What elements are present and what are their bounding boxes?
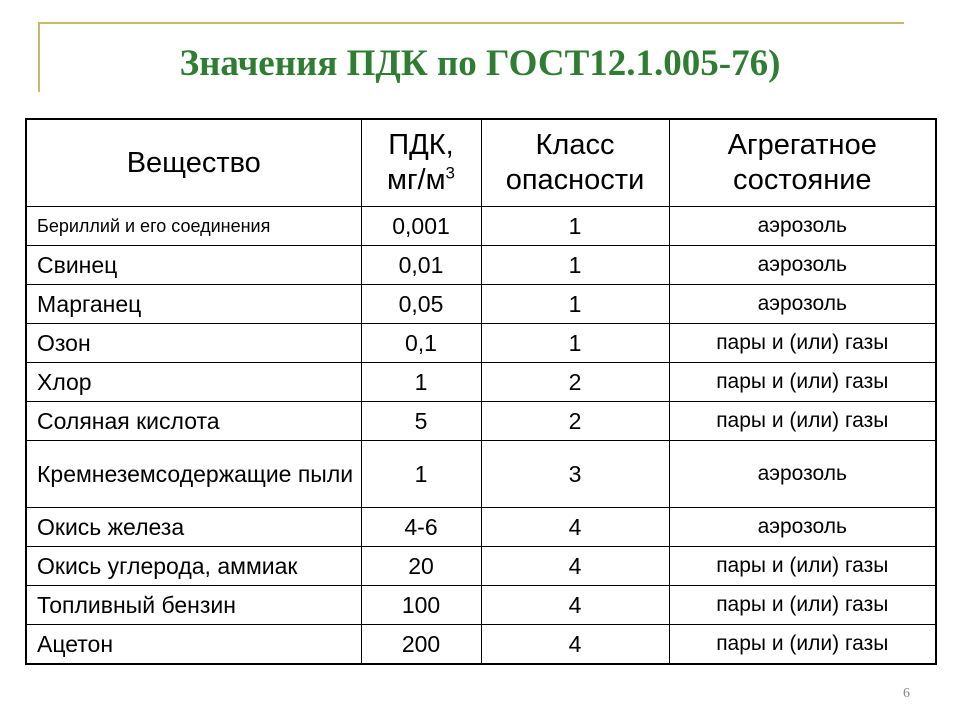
- table-row: [26, 625, 936, 665]
- cell-pdk: 0,1: [361, 324, 481, 363]
- cell-substance: Марганец: [26, 285, 361, 324]
- table-row: [26, 363, 936, 402]
- pdk-table: [25, 118, 937, 665]
- cell-state: аэрозоль: [669, 441, 936, 508]
- cell-state: аэрозоль: [669, 285, 936, 324]
- cell-state: аэрозоль: [669, 508, 936, 547]
- cell-pdk: 200: [361, 625, 481, 665]
- header-pdk: [361, 119, 481, 207]
- cell-substance: Соляная кислота: [26, 402, 361, 441]
- cell-class: 4: [481, 508, 669, 547]
- cell-class: 4: [481, 547, 669, 586]
- header-class-line2: опасности: [505, 164, 645, 196]
- table-row: [26, 324, 936, 363]
- cell-pdk: 4-6: [361, 508, 481, 547]
- cell-substance: Кремнеземсодержащие пыли: [26, 441, 361, 508]
- cell-substance: Ацетон: [26, 625, 361, 665]
- table-row: [26, 547, 936, 586]
- cell-state: пары и (или) газы: [669, 402, 936, 441]
- cell-substance: Озон: [26, 324, 361, 363]
- cell-class: 4: [481, 625, 669, 665]
- cell-state: аэрозоль: [669, 207, 936, 246]
- cell-substance: Окись углерода, аммиак: [26, 547, 361, 586]
- top-rule: [38, 22, 904, 24]
- cell-substance: Окись железа: [26, 508, 361, 547]
- cell-class: 1: [481, 285, 669, 324]
- cell-class: 2: [481, 363, 669, 402]
- cell-substance: Бериллий и его соединения: [26, 207, 361, 246]
- header-state-line1: Агрегатное: [727, 129, 877, 162]
- cell-state: пары и (или) газы: [669, 363, 936, 402]
- header-substance: [26, 119, 361, 207]
- header-substance-label: Вещество: [126, 146, 261, 179]
- page-title: Значения ПДК по ГОСТ12.1.005-76): [179, 43, 781, 84]
- header-state: [669, 119, 936, 207]
- cell-pdk: 0,05: [361, 285, 481, 324]
- table-row: [26, 246, 936, 285]
- cell-pdk: 1: [361, 441, 481, 508]
- cell-state: пары и (или) газы: [669, 586, 936, 625]
- header-class: [481, 119, 669, 207]
- cell-substance: Топливный бензин: [26, 586, 361, 625]
- cell-class: 1: [481, 324, 669, 363]
- cell-pdk: 20: [361, 547, 481, 586]
- cell-class: 4: [481, 586, 669, 625]
- table-row: [26, 441, 936, 508]
- cell-pdk: 1: [361, 363, 481, 402]
- table-header-row: [26, 119, 936, 207]
- header-pdk-unit: мг/м: [387, 164, 446, 196]
- cell-class: 1: [481, 207, 669, 246]
- cell-pdk: 0,01: [361, 246, 481, 285]
- page-number: 6: [903, 686, 910, 701]
- cell-state: пары и (или) газы: [669, 625, 936, 665]
- header-state-line2: состояние: [732, 164, 872, 196]
- cell-class: 3: [481, 441, 669, 508]
- table-row: [26, 285, 936, 324]
- cell-substance: Свинец: [26, 246, 361, 285]
- table-row: [26, 207, 936, 246]
- cell-state: аэрозоль: [669, 246, 936, 285]
- table-row: [26, 586, 936, 625]
- cell-class: 1: [481, 246, 669, 285]
- cell-pdk: 0,001: [361, 207, 481, 246]
- header-class-line1: Класс: [535, 129, 615, 162]
- cell-state: пары и (или) газы: [669, 547, 936, 586]
- cell-pdk: 100: [361, 586, 481, 625]
- cell-substance: Хлор: [26, 363, 361, 402]
- header-pdk-exponent: 3: [445, 163, 455, 183]
- cell-pdk: 5: [361, 402, 481, 441]
- table-row: [26, 402, 936, 441]
- cell-class: 2: [481, 402, 669, 441]
- cell-state: пары и (или) газы: [669, 324, 936, 363]
- header-pdk-label: ПДК,: [388, 129, 454, 162]
- table-row: [26, 508, 936, 547]
